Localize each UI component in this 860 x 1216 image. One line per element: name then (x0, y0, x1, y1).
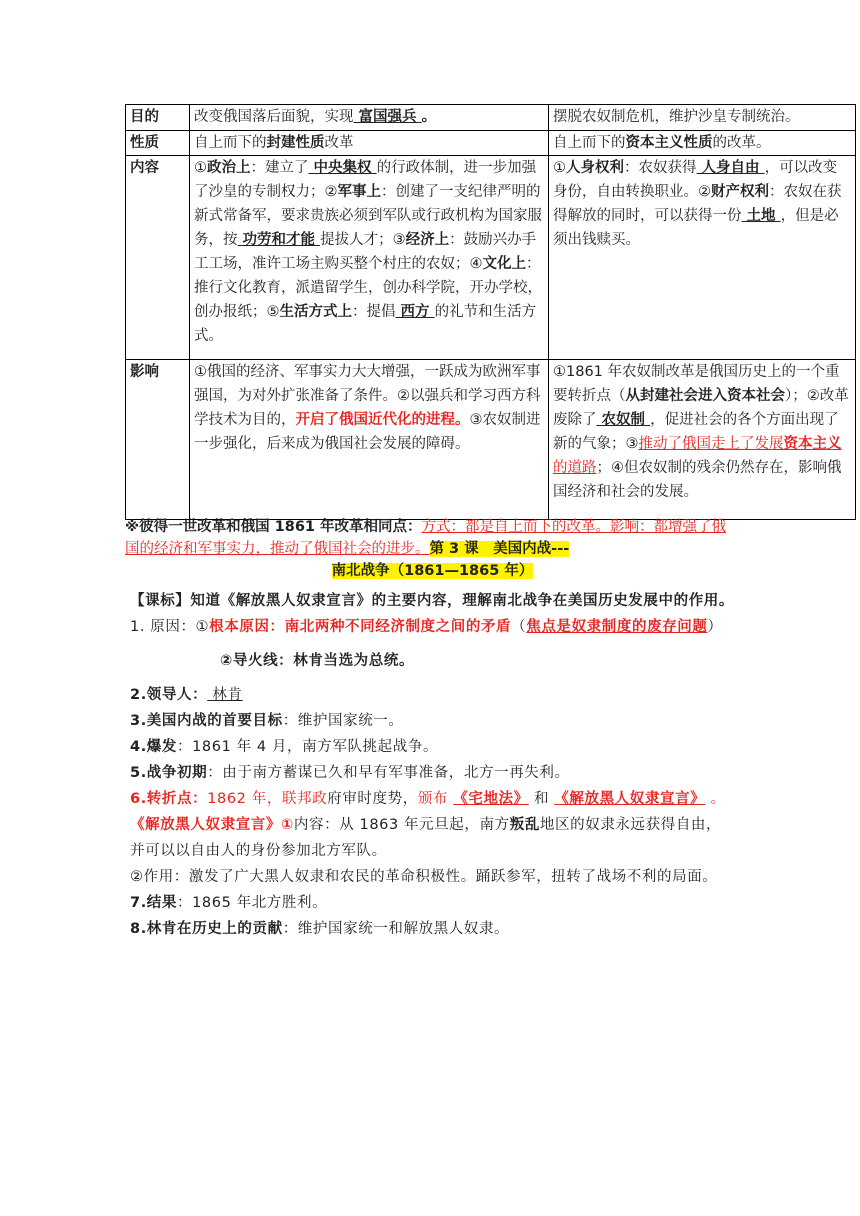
text-run: 的礼节和生活方式。 (194, 304, 537, 344)
text-run: 资本主义性质 (625, 135, 713, 151)
text-run: 《解放黑人奴隶宣言》① (130, 817, 294, 833)
text-run: 西方 (395, 304, 435, 320)
text-run: 财产权利 (711, 184, 769, 200)
text-run: 1862 年，联邦政 (207, 791, 328, 807)
note-text (125, 516, 740, 560)
text-run: 府审时度势， (327, 791, 418, 807)
lincoln-contribution-line (130, 916, 735, 942)
text-run: ：提倡 (352, 304, 396, 320)
lesson-title: 南北战争（1861—1865 年） (331, 563, 534, 579)
curriculum-standard (130, 588, 735, 614)
proclamation-effect-line (130, 864, 735, 890)
serf-reform-cell (549, 360, 856, 520)
text-run: 2.领导人： (130, 687, 208, 703)
text-run: 从封建社会进入资本社会 (625, 388, 785, 404)
text-run: 经济上 (405, 232, 450, 248)
text-run: ：建立了 (250, 160, 309, 176)
text-run: 1. 原因：① (130, 619, 210, 635)
row-label: 性质 (126, 131, 190, 156)
text-run: 8.林肯在历史上的贡献 (130, 921, 283, 937)
text-run: ：农奴获得 (624, 160, 697, 176)
trigger-line (130, 648, 735, 674)
text-run: 土地 (741, 208, 781, 224)
text-run: ②作用：激发了广大黑人奴隶和农民的革命积极性。踊跃参军，扭转了战场不利的局面。 (130, 869, 718, 885)
text-run: 的改革。 (712, 135, 771, 151)
row-label: 内容 (126, 156, 190, 360)
text-run: 摆脱农奴制危机，维护沙皇专制统治。 (553, 109, 800, 125)
text-run: 人身自由 (696, 160, 765, 176)
peter-reform-cell (190, 156, 549, 360)
text-run: ；④但农奴制的残余仍然存在，影响俄国经济和社会的发展。 (553, 460, 842, 500)
text-run: 焦点是奴隶制度的废存问题 (526, 619, 708, 635)
text-run: ：鼓励兴办手工工场，准许工场主购买整个村庄的农奴；④ (194, 232, 537, 272)
peter-reform-cell (190, 360, 549, 520)
text-run: ：创建了一支纪律严明的新式常备军，要求贵族必须到军队或行政机构为国家服务，按 (194, 184, 542, 248)
table-row (126, 360, 856, 520)
text-run: ②导火线：林肯当选为总统。 (220, 653, 415, 669)
text-run: 6.转折点： (130, 791, 208, 807)
text-run: 7.结果 (130, 895, 177, 911)
text-run: ①俄国的经济、军事实力大大增强，一跃成为欧洲军事强国，为对外扩张准备了条件。②以强兵和学习西方科学技术为目的， (194, 364, 541, 428)
text-run: ，但是必须出钱赎买。 (553, 208, 839, 248)
lesson-content (130, 588, 735, 942)
text-run: 和 (528, 791, 555, 807)
text-run: 。 (421, 109, 437, 125)
text-run: ：推行文化教育，派遣留学生，创办科学院，开办学校，创办报纸；⑤ (194, 256, 542, 320)
early-war-line (130, 760, 735, 786)
table-row (126, 131, 856, 156)
text-run: ※彼得一世改革和俄国 1861 年改革相同点： (125, 519, 422, 535)
text-run: 中央集权 (308, 160, 377, 176)
text-run: ：农奴在获得解放的同时，可以获得一份 (553, 184, 842, 224)
text-run: ：由于南方蓄谋已久和早有军事准备，北方一再失利。 (207, 765, 570, 781)
text-run: 资本主义 (783, 436, 842, 452)
leader-line (130, 682, 735, 708)
text-run: 封建性质 (266, 135, 325, 151)
text-run: 的道路 (553, 460, 597, 476)
text-run: ①1861 年农奴制改革是俄国历史上的一个重要转折点（ (553, 364, 840, 404)
similarity-note (125, 516, 740, 582)
text-run: ，可以改变身份，自由转换职业。② (553, 160, 838, 200)
row-label: 目的 (126, 105, 190, 131)
text-run: ① (553, 160, 566, 176)
serf-reform-cell (549, 156, 856, 360)
text-run: 的行政体制，进一步加强了沙皇的专制权力；② (194, 160, 537, 200)
text-run: 林肯 (207, 687, 243, 703)
text-run: ） (707, 619, 723, 635)
text-run: 《宅地法》 (453, 791, 529, 807)
text-run: 根本原因：南北两种不同经济制度之间的矛盾 (209, 619, 512, 635)
text-run: 4.爆发 (130, 739, 177, 755)
text-run: 文化上 (482, 256, 526, 272)
text-run: 推动了俄国走上了发展 (638, 436, 784, 452)
text-run: ：1861 年 4 月，南方军队挑起战争。 (177, 739, 439, 755)
text-run: ：1865 年北方胜利。 (177, 895, 328, 911)
text-run: ：维护国家统一和解放黑人奴隶。 (282, 921, 510, 937)
proclamation-content-line (130, 812, 735, 864)
text-run: 第 3 课 美国内战--- (429, 541, 570, 557)
peter-reform-cell (190, 105, 549, 131)
text-run: 【课标】知道《解放黑人奴隶宣言》的主要内容，理解南北战争在美国历史发展中的作用。 (130, 593, 734, 609)
text-run: 农奴制 (596, 412, 651, 428)
text-run: 自上而下的 (194, 135, 267, 151)
text-run: ③农奴制进一步强化，后来成为俄国社会发展的障碍。 (194, 412, 541, 452)
row-label: 影响 (126, 360, 190, 520)
text-run: 地区的奴隶永远获得自由，并可以以自由人的身份参加北方军队。 (130, 817, 722, 859)
table-row (126, 156, 856, 360)
text-run: 政治上 (207, 160, 251, 176)
text-run: ）；②改革废除了 (553, 388, 849, 428)
text-run: 功劳和才能 (237, 232, 321, 248)
goal-line (130, 708, 735, 734)
text-run: 自上而下的 (553, 135, 626, 151)
turning-point-line (130, 786, 735, 812)
cause-line (130, 614, 735, 640)
text-run: 军事上 (337, 184, 381, 200)
text-run: 5.战争初期 (130, 765, 208, 781)
text-run: （ (511, 619, 527, 635)
text-run: 颁布 (417, 791, 454, 807)
text-run: 改革 (324, 135, 354, 151)
table-row (126, 105, 856, 131)
reform-comparison-table (125, 104, 856, 520)
serf-reform-cell (549, 105, 856, 131)
serf-reform-cell (549, 131, 856, 156)
text-run: 富国强兵 (353, 109, 422, 125)
text-run: 《解放黑人奴隶宣言》 (554, 791, 706, 807)
text-run: 3.美国内战的首要目标 (130, 713, 283, 729)
text-run: 改变俄国落后面貌，实现 (194, 109, 354, 125)
text-run: ：维护国家统一。 (282, 713, 404, 729)
text-run: ，促进社会的各个方面出现了新的气象；③ (553, 412, 839, 452)
text-run: 开启了俄国近代化的进程。 (295, 412, 470, 428)
text-run: ① (194, 160, 207, 176)
text-run: 叛乱 (509, 817, 540, 833)
text-run: 方式：都是自上而下的改革。影响：都增强了俄国的经济和军事实力，推动了俄国社会的进步。 (125, 519, 727, 557)
text-run: 生活方式上 (279, 304, 352, 320)
text-run: 。 (705, 791, 726, 807)
text-run: 提拔人才；③ (320, 232, 406, 248)
peter-reform-cell (190, 131, 549, 156)
outbreak-line (130, 734, 735, 760)
text-run: 人身权利 (566, 160, 624, 176)
text-run: 内容：从 1863 年元旦起，南方 (293, 817, 510, 833)
result-line (130, 890, 735, 916)
